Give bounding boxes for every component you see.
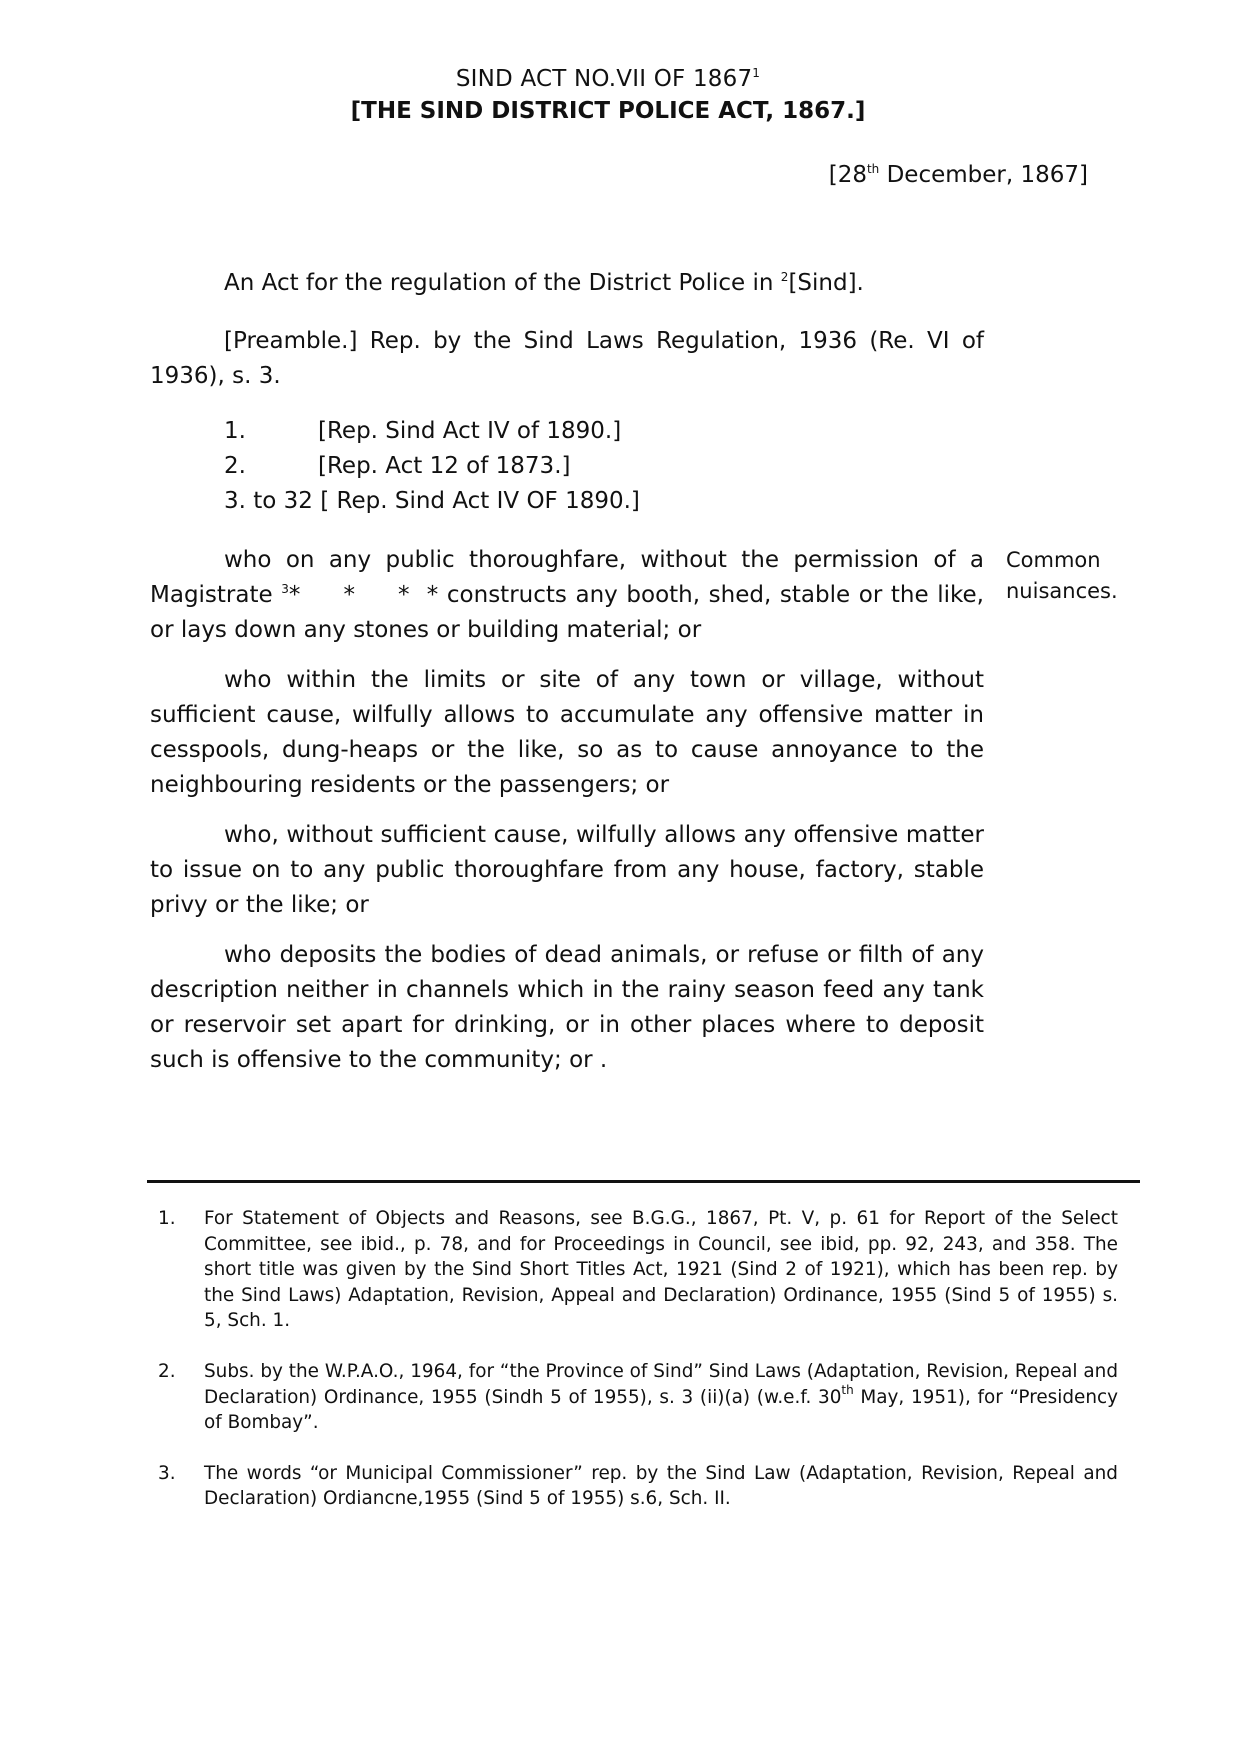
preamble-paragraph: [Preamble.] Rep. by the Sind Laws Regulation, 1936 (Re. VI of 1936), s. 3. xyxy=(150,328,984,389)
footnote-item xyxy=(158,1461,1118,1512)
margin-note-line: Common xyxy=(1006,548,1101,572)
section-number: 1. xyxy=(224,418,246,444)
date-ordinal: th xyxy=(866,162,880,176)
act-number-text: SIND ACT NO.VII OF 1867 xyxy=(455,66,753,92)
nuisance-paragraph xyxy=(150,543,992,648)
act-date xyxy=(829,162,1088,188)
section-number: 2. xyxy=(224,453,246,479)
footnote-separator xyxy=(147,1180,1140,1183)
margin-note-line: nuisances. xyxy=(1006,579,1118,603)
footnote-number: 3. xyxy=(158,1462,176,1484)
long-title-sind: [Sind]. xyxy=(788,270,864,296)
long-title xyxy=(224,270,864,296)
act-number-heading xyxy=(0,66,1216,92)
footnote-ref-2: 2 xyxy=(780,270,789,284)
footnote-item xyxy=(158,1206,1118,1334)
footnote-text-part: May, 1951), for “Presidency of Bombay”. xyxy=(204,1386,1118,1434)
footnotes xyxy=(158,1206,1118,1537)
nuisance-text: who on any public thoroughfare, without the permission of a Magistrate xyxy=(150,547,984,608)
footnote-text-part: Subs. by the W.P.A.O., 1964, for “the Province of Sind” Sind Laws (Adaptation, Revision, Repeal and Declaration) Ordinance, 1955 (Sindh 5 of 1955), s. 3 (ii)(a) (w.e.f. 30 xyxy=(204,1360,1118,1408)
footnote-ref-1: 1 xyxy=(752,66,761,80)
nuisance-paragraph: who deposits the bodies of dead animals, or refuse or filth of any description neither in channels which in the rainy season feed any tank or reservoir set apart for drinking, or in other places where to deposit such is offensive to the community; or . xyxy=(150,942,984,1073)
section-range: 3. to 32 [ Rep. Sind Act IV OF 1890.] xyxy=(224,488,640,514)
section-item xyxy=(224,449,640,484)
footnote-item xyxy=(158,1359,1118,1436)
nuisance-text-continued: * * * * constructs any booth, shed, stable or the like, or lays down any stones or building material; or xyxy=(150,582,992,643)
footnote-ordinal: th xyxy=(841,1382,854,1397)
nuisance-paragraph: who within the limits or site of any town or village, without sufficient cause, wilfully allows to accumulate any offensive matter in cesspools, dung-heaps or the like, so as to cause annoyance to the neighbouring residents or the passengers; or xyxy=(150,667,984,798)
nuisance-paragraph: who, without sufficient cause, wilfully allows any offensive matter to issue on to any public thoroughfare from any house, factory, stable privy or the like; or xyxy=(150,822,984,918)
repealed-sections-list xyxy=(224,414,640,519)
footnote-ref-3: 3 xyxy=(281,582,289,596)
footnote-text: The words “or Municipal Commissioner” rep. by the Sind Law (Adaptation, Revision, Repeal and Declaration) Ordiancne,1955 (Sind 5 of 1955) s.6, Sch. II. xyxy=(204,1462,1118,1510)
common-nuisances-section xyxy=(150,543,992,1093)
act-title-heading: [THE SIND DISTRICT POLICE ACT, 1867.] xyxy=(350,98,866,124)
footnote-number: 1. xyxy=(158,1208,176,1229)
date-day: [28 xyxy=(828,162,867,188)
section-text: [Rep. Sind Act IV of 1890.] xyxy=(318,418,622,444)
footnote-text xyxy=(204,1359,1118,1436)
footnote-text: For Statement of Objects and Reasons, see B.G.G., 1867, Pt. V, p. 61 for Report of the Select Committee, see ibid., p. 78, and for Proceedings in Council, see ibid, pp. 92, 243, and 358. The short title was given by the Sind Short Titles Act, 1921 (Sind 2 of 1921), which has been rep. by the Sind Laws) Adaptation, Revision, Appeal and Declaration) Ordinance, 1955 (Sind 5 of 1955) s. 5, Sch. 1. xyxy=(204,1208,1118,1332)
footnote-number: 2. xyxy=(158,1360,176,1382)
section-text: [Rep. Act 12 of 1873.] xyxy=(318,453,571,479)
date-month-year: December, 1867] xyxy=(879,162,1088,188)
section-item xyxy=(224,414,640,449)
long-title-text: An Act for the regulation of the District Police in xyxy=(224,270,781,296)
margin-note xyxy=(1006,545,1118,607)
